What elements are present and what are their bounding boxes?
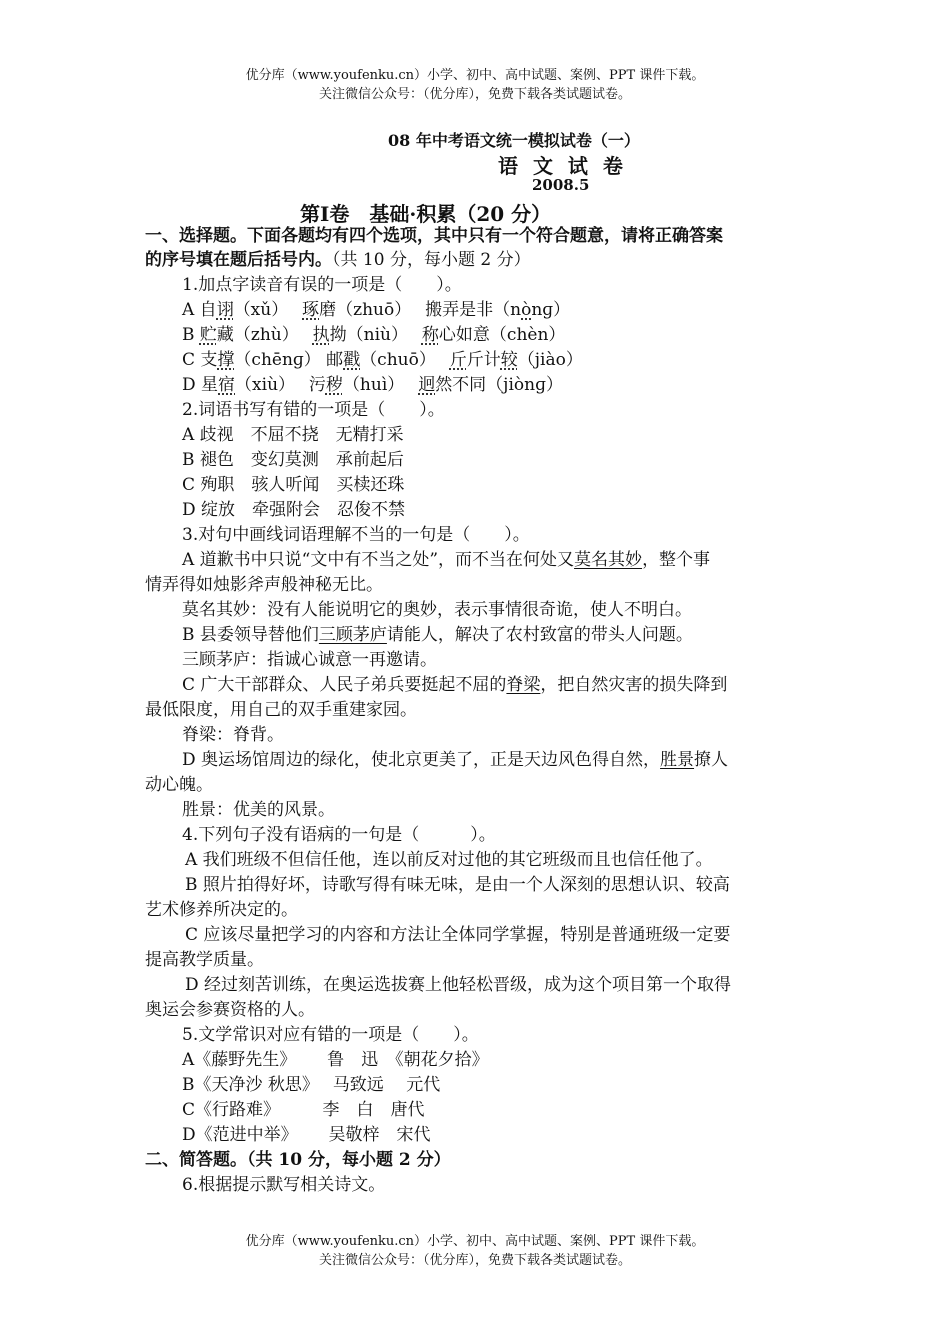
footer-line-1: 优分库（www.youfenku.cn）小学、初中、高中试题、案例、PPT 课件下载。 — [245, 1234, 705, 1249]
q3-option-b — [182, 623, 842, 647]
q1-b-text: 心如意（chèn） — [438, 325, 566, 345]
q3-b-underlined: 三顾茅庐 — [318, 625, 387, 645]
q2-option-a: A 歧视 不屈不挠 无精打采 — [182, 425, 404, 445]
q1-a-text: （xǔ） — [233, 300, 303, 320]
q1-c-dotted: 戳 — [343, 350, 361, 370]
part1-heading-b — [145, 248, 805, 272]
part2-heading: 二、简答题。（共 10 分，每小题 2 分） — [145, 1150, 451, 1170]
q5-option-d: D《范进中举》 吴敬梓 宋代 — [182, 1125, 431, 1145]
q4-option-c-cont: 提高教学质量。 — [145, 950, 264, 970]
q1-b-text: 拗（niù） — [329, 325, 422, 345]
q4-option-b-cont: 艺术修养所决定的。 — [145, 900, 298, 920]
q3-option-d — [182, 748, 842, 772]
q1-b-dotted: 贮 — [199, 325, 217, 345]
q5-option-a: A《藤野先生》 鲁 迅 《朝花夕拾》 — [182, 1050, 489, 1070]
q1-a-text: 磨（zhuō） 搬弄是非（n — [319, 300, 522, 320]
q3-option-c-cont: 最低限度，用自己的双手重建家园。 — [145, 700, 417, 720]
q1-d-dotted: 迥 — [418, 375, 436, 395]
q3-c-text: C 广大干部群众、人民子弟兵要挺起不屈的 — [182, 675, 507, 695]
q1-c-text: （jiào） — [517, 350, 583, 370]
q1-d-dotted: 宿 — [218, 375, 236, 395]
header-line-1: 优分库（www.youfenku.cn）小学、初中、高中试题、案例、PPT 课件下载。 — [245, 68, 705, 83]
header-line-2: 关注微信公众号：（优分库），免费下载各类试题试卷。 — [318, 87, 631, 102]
q1-stem: 1.加点字读音有误的一项是（ ）。 — [182, 275, 462, 295]
q3-d-text: D 奥运场馆周边的绿化，使北京更美了，正是天边风色得自然， — [182, 750, 661, 770]
q4-option-d: D 经过刻苦训练，在奥运选拔赛上他轻松晋级，成为这个项目第一个取得 — [185, 975, 732, 995]
q1-d-text: 然不同（jiònɡ） — [435, 375, 563, 395]
q1-c-text: （chēnɡ） 邮 — [234, 350, 344, 370]
q4-option-a: A 我们班级不但信任他，连以前反对过他的其它班级而且也信任他了。 — [185, 850, 713, 870]
q1-c-text: （chuō） — [360, 350, 450, 370]
footer-line-2: 关注微信公众号：（优分库），免费下载各类试题试卷。 — [318, 1253, 631, 1268]
q4-option-c: C 应该尽量把学习的内容和方法让全体同学掌握，特别是普通班级一定要 — [185, 925, 731, 945]
exam-title: 08 年中考语文统一模拟试卷（一） — [388, 131, 640, 150]
q1-option-b — [182, 323, 842, 347]
q3-c-underlined: 脊梁 — [506, 675, 541, 695]
q5-option-c: C《行路难》 李 白 唐代 — [182, 1100, 425, 1120]
q4-option-b: B 照片拍得好坏，诗歌写得有味无味，是由一个人深刻的思想认识、较高 — [185, 875, 730, 895]
part1-heading-b-text: 的序号填在题后括号内。 — [145, 250, 332, 270]
q5-option-b: B《天净沙 秋思》 马致远 元代 — [182, 1075, 441, 1095]
q3-option-c-explanation: 脊梁：脊背。 — [182, 725, 284, 745]
q3-option-c — [182, 673, 842, 697]
q1-a-dotted: 琢 — [302, 300, 320, 320]
q4-option-d-cont: 奥运会参赛资格的人。 — [145, 1000, 315, 1020]
q5-stem: 5.文学常识对应有错的一项是（ ）。 — [182, 1025, 479, 1045]
exam-subtitle: 语 文 试 卷 — [498, 154, 627, 178]
q2-option-b: B 褪色 变幻莫测 承前起后 — [182, 450, 404, 470]
q3-b-text: 请能人，解决了农村致富的带头人问题。 — [386, 625, 693, 645]
q3-stem: 3.对句中画线词语理解不当的一句是（ ）。 — [182, 525, 530, 545]
q3-option-a — [182, 548, 842, 572]
q6-stem: 6.根据提示默写相关诗文。 — [182, 1175, 386, 1195]
q3-d-underlined: 胜景 — [660, 750, 695, 770]
q1-c-dotted: 较 — [500, 350, 518, 370]
part1-heading-a: 一、选择题。下面各题均有四个选项，其中只有一个符合题意，请将正确答案 — [145, 226, 723, 246]
q1-c-dotted: 撑 — [217, 350, 235, 370]
q3-option-d-explanation: 胜景：优美的风景。 — [182, 800, 335, 820]
q1-a-text: A 自 — [182, 300, 217, 320]
q1-d-text: D 星 — [182, 375, 219, 395]
q1-b-text: B — [182, 325, 200, 345]
q1-option-a — [182, 298, 842, 322]
q1-b-dotted: 执 — [312, 325, 330, 345]
q1-d-text: （xiù） 污 — [235, 375, 326, 395]
q1-option-d — [182, 373, 842, 397]
q3-c-text: ，把自然灾害的损失降到 — [540, 675, 728, 695]
exam-date: 2008.5 — [532, 176, 590, 194]
q3-option-a-cont: 情弄得如烛影斧声般神秘无比。 — [145, 575, 383, 595]
q1-b-text: 藏（zhù） — [216, 325, 313, 345]
q3-a-text: ，整个事 — [642, 550, 711, 570]
q3-a-underlined: 莫名其妙 — [574, 550, 643, 570]
q1-d-dotted: 秽 — [325, 375, 343, 395]
q2-option-d: D 绽放 牵强附会 忍俊不禁 — [182, 500, 406, 520]
q1-a-dotted: ò — [521, 300, 532, 320]
q3-option-d-cont: 动心魄。 — [145, 775, 213, 795]
q3-option-b-explanation: 三顾茅庐：指诚心诚意一再邀请。 — [182, 650, 437, 670]
q1-c-text: 斤计 — [466, 350, 501, 370]
q1-option-c — [182, 348, 842, 372]
q3-option-a-explanation: 莫名其妙：没有人能说明它的奥妙，表示事情很奇诡，使人不明白。 — [182, 600, 692, 620]
q1-b-dotted: 称 — [421, 325, 439, 345]
q1-a-text: nɡ） — [531, 300, 571, 320]
q1-c-text: C 支 — [182, 350, 218, 370]
q3-b-text: B 县委领导替他们 — [182, 625, 319, 645]
q2-option-c: C 殉职 骇人听闻 买椟还珠 — [182, 475, 405, 495]
q1-c-dotted: 斤 — [449, 350, 467, 370]
q1-a-dotted: 诩 — [216, 300, 234, 320]
q2-stem: 2.词语书写有错的一项是（ ）。 — [182, 400, 445, 420]
section-title: 第Ⅰ卷 基础·积累（20 分） — [300, 202, 552, 226]
q3-a-text: A 道歉书中只说“文中有不当之处”，而不当在何处又 — [182, 550, 575, 570]
q4-stem: 4.下列句子没有语病的一句是（ ）。 — [182, 825, 496, 845]
q3-d-text: 撩人 — [694, 750, 729, 770]
part1-score: （共 10 分，每小题 2 分） — [332, 250, 531, 270]
q1-d-text: （huì） — [342, 375, 419, 395]
